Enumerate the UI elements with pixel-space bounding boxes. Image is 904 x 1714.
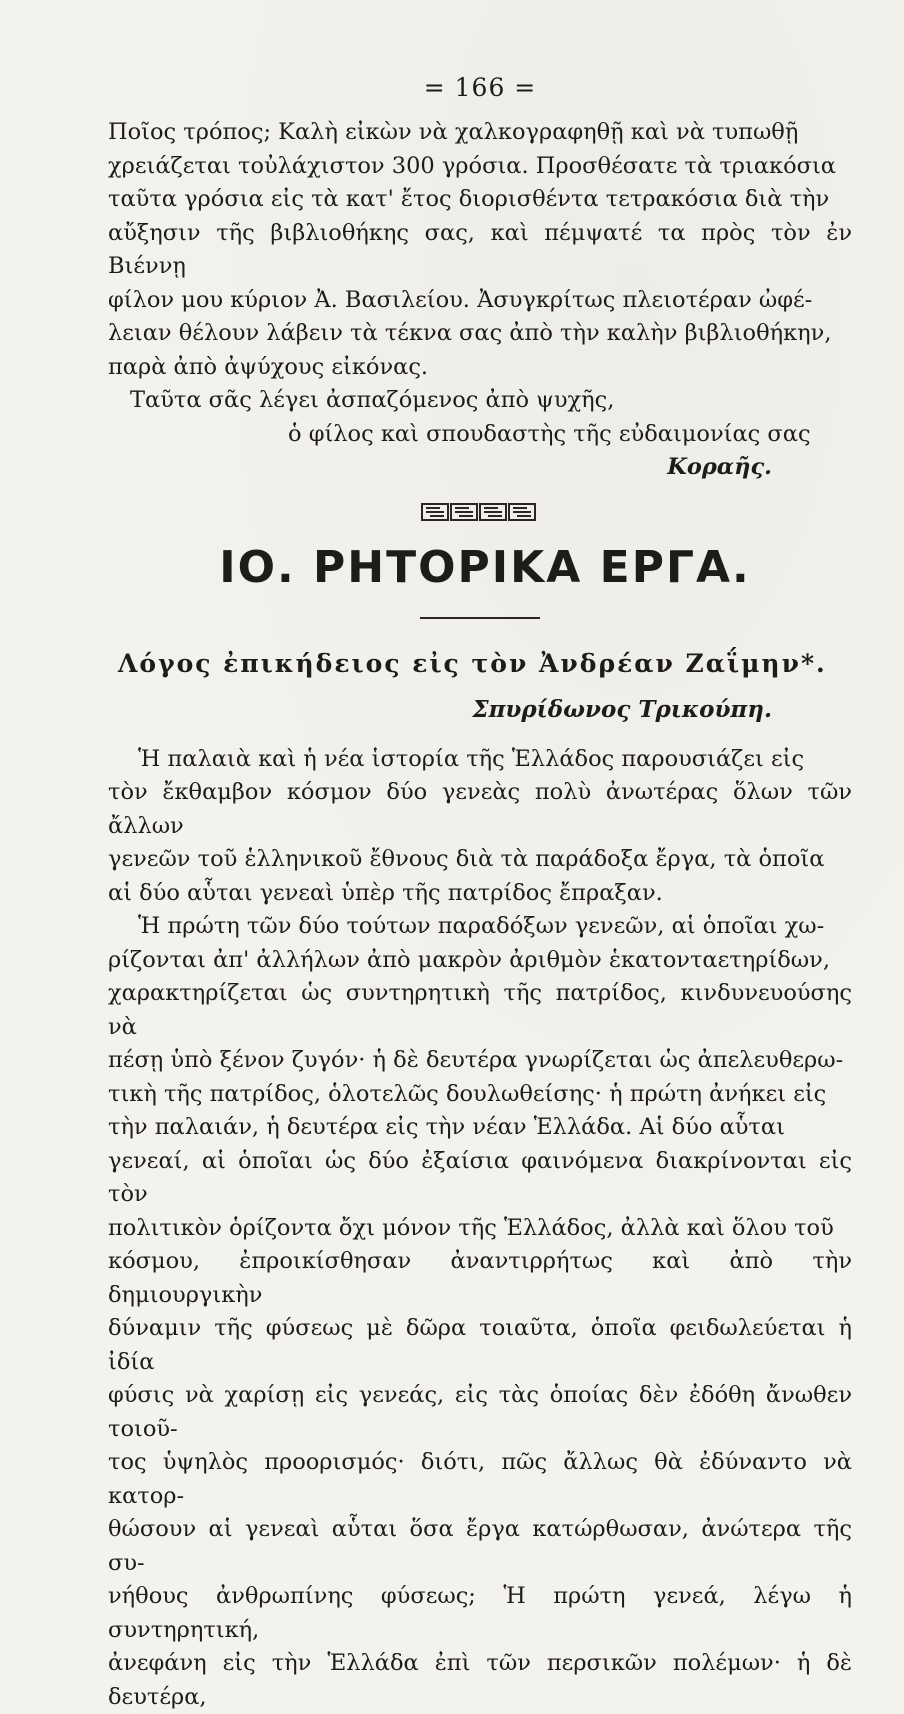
text-line: αἱ δύο αὗται γενεαὶ ὑπὲρ τῆς πατρίδος ἔπραξαν. <box>108 879 663 906</box>
closing-line: ὁ φίλος καὶ σπουδαστὴς τῆς εὐδαιμονίας σας <box>288 420 811 447</box>
text-line: γενεῶν τοῦ ἑλληνικοῦ ἔθνους διὰ τὰ παράδοξα ἔργα, τὰ ὁποῖα <box>108 846 825 872</box>
text-line: κόσμου, ἐπροικίσθησαν ἀναντιρρήτως καὶ ἀπὸ τὴν δημιουργικὴν <box>108 1248 852 1308</box>
text-line: Ποῖος τρόπος; Καλὴ εἰκὼν νὰ χαλκογραφηθῇ καὶ νὰ τυπωθῇ <box>108 119 799 145</box>
text-line: ρίζονται ἀπ' ἀλλήλων ἀπὸ μακρὸν ἀριθμὸν ἑκατονταετηρίδων, <box>108 946 830 973</box>
closing-line: Ταῦτα σᾶς λέγει ἀσπαζόμενος ἀπὸ ψυχῆς, <box>130 387 615 413</box>
text-line: τος ὑψηλὸς προορισμός· διότι, πῶς ἄλλως θὰ ἐδύναντο νὰ κατορ- <box>108 1449 852 1509</box>
text-line: θώσουν αἱ γενεαὶ αὗται ὅσα ἔργα κατώρθωσαν, ἀνώτερα τῆς συ- <box>108 1516 852 1576</box>
text-line: Ἡ παλαιὰ καὶ ἡ νέα ἱστορία τῆς Ἑλλάδος παρουσιάζει εἰς <box>138 745 805 772</box>
paragraph-2 <box>108 910 852 1714</box>
page-number: = 166 = <box>423 73 537 102</box>
text-line: φύσις νὰ χαρίσῃ εἰς γενεάς, εἰς τὰς ὁποίας δὲν ἐδόθη ἄνωθεν τοιοῦ- <box>108 1382 852 1442</box>
divider-rule <box>420 617 540 619</box>
text-line: χαρακτηρίζεται ὡς συντηρητικὴ τῆς πατρίδος, κινδυνευούσης νὰ <box>108 980 852 1040</box>
section-title: ΙΟ. ΡΗΤΟΡΙΚΑ ΕΡΓΑ. <box>219 541 751 593</box>
text-line: τὴν παλαιάν, ἡ δευτέρα εἰς τὴν νέαν Ἑλλάδα. Αἱ δύο αὗται <box>108 1114 785 1140</box>
text-line: πέσῃ ὑπὸ ξένον ζυγόν· ἡ δὲ δευτέρα γνωρίζεται ὡς ἀπελευθερω- <box>108 1047 844 1073</box>
author-name: Σπυρίδωνος Τρικούπη. <box>472 695 772 723</box>
text-line: λειαν θέλουν λάβειν τὰ τέκνα σας ἀπὸ τὴν καλὴν βιβλιοθήκην, <box>108 320 832 346</box>
text-line: νήθους ἀνθρωπίνης φύσεως; Ἡ πρώτη γενεά, λέγω ἡ συντηρητική, <box>108 1583 852 1643</box>
text-line: χρειάζεται τοὐλάχιστον 300 γρόσια. Προσθέσατε τὰ τριακόσια <box>108 152 836 179</box>
top-paragraph <box>108 116 852 384</box>
text-line: γενεαί, αἱ ὁποῖαι ὡς δύο ἐξαίσια φαινόμενα διακρίνονται εἰς τὸν <box>108 1147 852 1207</box>
text-line: αὔξησιν τῆς βιβλιοθήκης σας, καὶ πέμψατέ τα πρὸς τὸν ἐν Βιέννῃ <box>108 219 852 279</box>
text-line: φίλον μου κύριον Ἀ. Βασιλείου. Ἀσυγκρίτως πλειοτέραν ὠφέ- <box>108 286 813 313</box>
ornament-icon <box>420 501 540 523</box>
speech-title: Λόγος ἐπικήδειος εἰς τὸν Ἀνδρέαν Ζαΐμην*. <box>118 648 827 678</box>
text-line: πολιτικὸν ὁρίζοντα ὄχι μόνον τῆς Ἑλλάδος, ἀλλὰ καὶ ὅλου τοῦ <box>108 1214 834 1241</box>
signature: Κοραῆς. <box>667 454 772 480</box>
text-line: τικὴ τῆς πατρίδος, ὁλοτελῶς δουλωθείσης· ἡ πρώτη ἀνήκει εἰς <box>108 1080 827 1107</box>
text-line: ταῦτα γρόσια εἰς τὰ κατ' ἔτος διορισθέντα τετρακόσια διὰ τὴν <box>108 186 830 212</box>
text-line: τὸν ἔκθαμβον κόσμον δύο γενεὰς πολὺ ἀνωτέρας ὅλων τῶν ἄλλων <box>108 779 852 839</box>
text-line: ἀνεφάνη εἰς τὴν Ἑλλάδα ἐπὶ τῶν περσικῶν πολέμων· ἡ δὲ δευτέρα, <box>108 1650 852 1710</box>
letter-closing <box>108 384 852 485</box>
text-line: δύναμιν τῆς φύσεως μὲ δῶρα τοιαῦτα, ὁποῖα φειδωλεύεται ἡ ἰδία <box>108 1315 852 1375</box>
ornament-divider <box>108 501 852 523</box>
text-line: Ἡ πρώτη τῶν δύο τούτων παραδόξων γενεῶν, αἱ ὁποῖαι χω- <box>138 913 825 939</box>
paragraph-1 <box>108 743 852 911</box>
text-line: παρὰ ἀπὸ ἀψύχους εἰκόνας. <box>108 353 429 380</box>
